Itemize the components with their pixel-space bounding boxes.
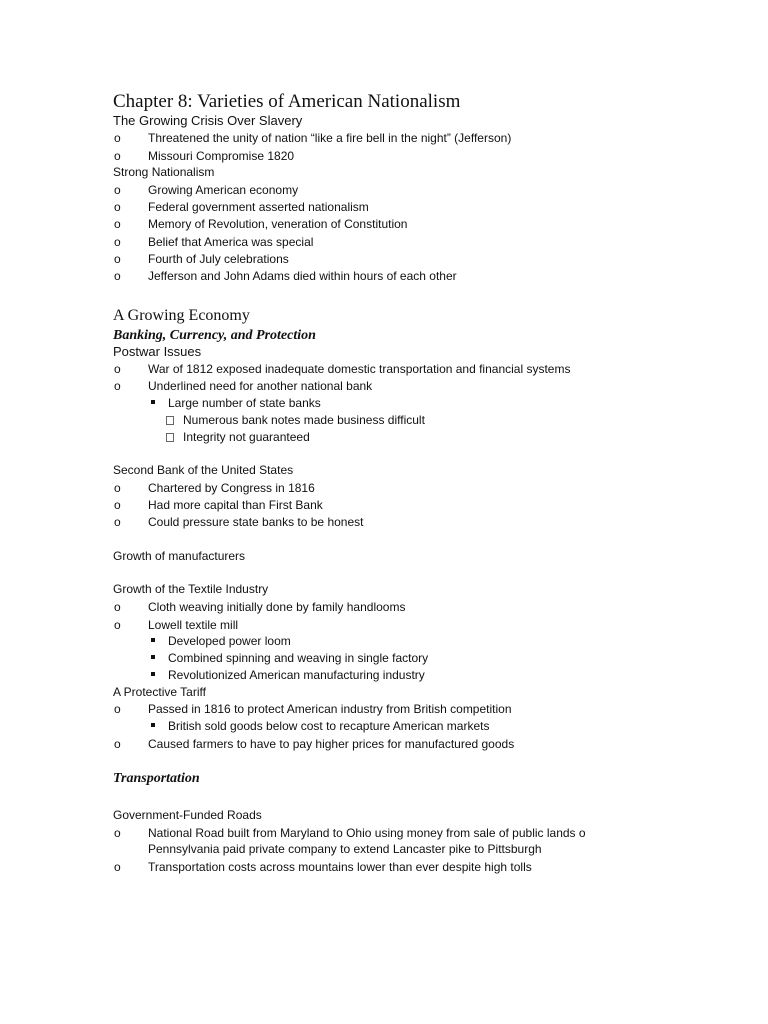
bullet-glyph: o [114,217,121,231]
bullet-glyph: o [114,362,121,376]
bullet-glyph: o [114,131,121,145]
bullet-glyph: o [114,481,121,495]
list-item: Combined spinning and weaving in single factory [168,651,429,665]
list-item: Jefferson and John Adams died within hours of each other [148,269,457,283]
subsection-heading: Transportation [113,771,200,786]
bullet-glyph: o [114,618,121,632]
topic-heading: Growth of the Textile Industry [113,582,269,596]
bullet-glyph: o [114,183,121,197]
bullet-glyph: o [114,235,121,249]
list-item: Passed in 1816 to protect American industry from British competition [148,702,512,716]
bullet-glyph: o [114,737,121,751]
bullet-glyph: o [114,826,121,840]
list-item: Revolutionized American manufacturing industry [168,668,425,682]
list-item: Belief that America was special [148,235,314,249]
bullet-glyph: o [114,269,121,283]
list-item: Growing American economy [148,183,299,197]
list-item: Numerous bank notes made business difficult [183,413,425,427]
list-item: Chartered by Congress in 1816 [148,481,315,495]
box-bullet-icon [166,433,174,442]
chapter-title: Chapter 8: Varieties of American Nationalism [113,91,461,112]
square-bullet-icon [151,655,155,659]
list-item: National Road built from Maryland to Ohio using money from sale of public lands o [148,826,586,840]
list-item: Underlined need for another national bank [148,379,373,393]
topic-heading: A Protective Tariff [113,685,206,699]
bullet-glyph: o [114,149,121,163]
bullet-glyph: o [114,600,121,614]
list-item: British sold goods below cost to recapture American markets [168,719,490,733]
list-item: War of 1812 exposed inadequate domestic transportation and financial systems [148,362,571,376]
section-subtitle: The Growing Crisis Over Slavery [113,113,303,128]
list-item: Integrity not guaranteed [183,430,310,444]
bullet-glyph: o [114,498,121,512]
bullet-glyph: o [114,379,121,393]
list-item: Caused farmers to have to pay higher prices for manufactured goods [148,737,515,751]
list-item: Federal government asserted nationalism [148,200,369,214]
topic-heading: Postwar Issues [113,344,202,359]
section-heading: A Growing Economy [113,307,250,324]
topic-heading: Second Bank of the United States [113,463,294,477]
square-bullet-icon [151,723,155,727]
list-item: Pennsylvania paid private company to extend Lancaster pike to Pittsburgh [148,842,542,856]
list-item: Had more capital than First Bank [148,498,323,512]
square-bullet-icon [151,672,155,676]
bullet-glyph: o [114,252,121,266]
subsection-heading: Banking, Currency, and Protection [113,328,316,343]
topic-heading: Growth of manufacturers [113,549,246,563]
bullet-glyph: o [114,702,121,716]
list-item: Threatened the unity of nation “like a fire bell in the night” (Jefferson) [148,131,512,145]
topic-heading: Government-Funded Roads [113,808,262,822]
list-item: Large number of state banks [168,396,321,410]
bullet-glyph: o [114,860,121,874]
list-item: Transportation costs across mountains lower than ever despite high tolls [148,860,532,874]
box-bullet-icon [166,416,174,425]
bullet-glyph: o [114,515,121,529]
square-bullet-icon [151,400,155,404]
bullet-glyph: o [114,200,121,214]
section-label: Strong Nationalism [113,165,215,179]
list-item: Missouri Compromise 1820 [148,149,295,163]
square-bullet-icon [151,638,155,642]
list-item: Could pressure state banks to be honest [148,515,364,529]
list-item: Developed power loom [168,634,291,648]
list-item: Fourth of July celebrations [148,252,289,266]
list-item: Memory of Revolution, veneration of Constitution [148,217,408,231]
list-item: Lowell textile mill [148,618,239,632]
list-item: Cloth weaving initially done by family handlooms [148,600,406,614]
